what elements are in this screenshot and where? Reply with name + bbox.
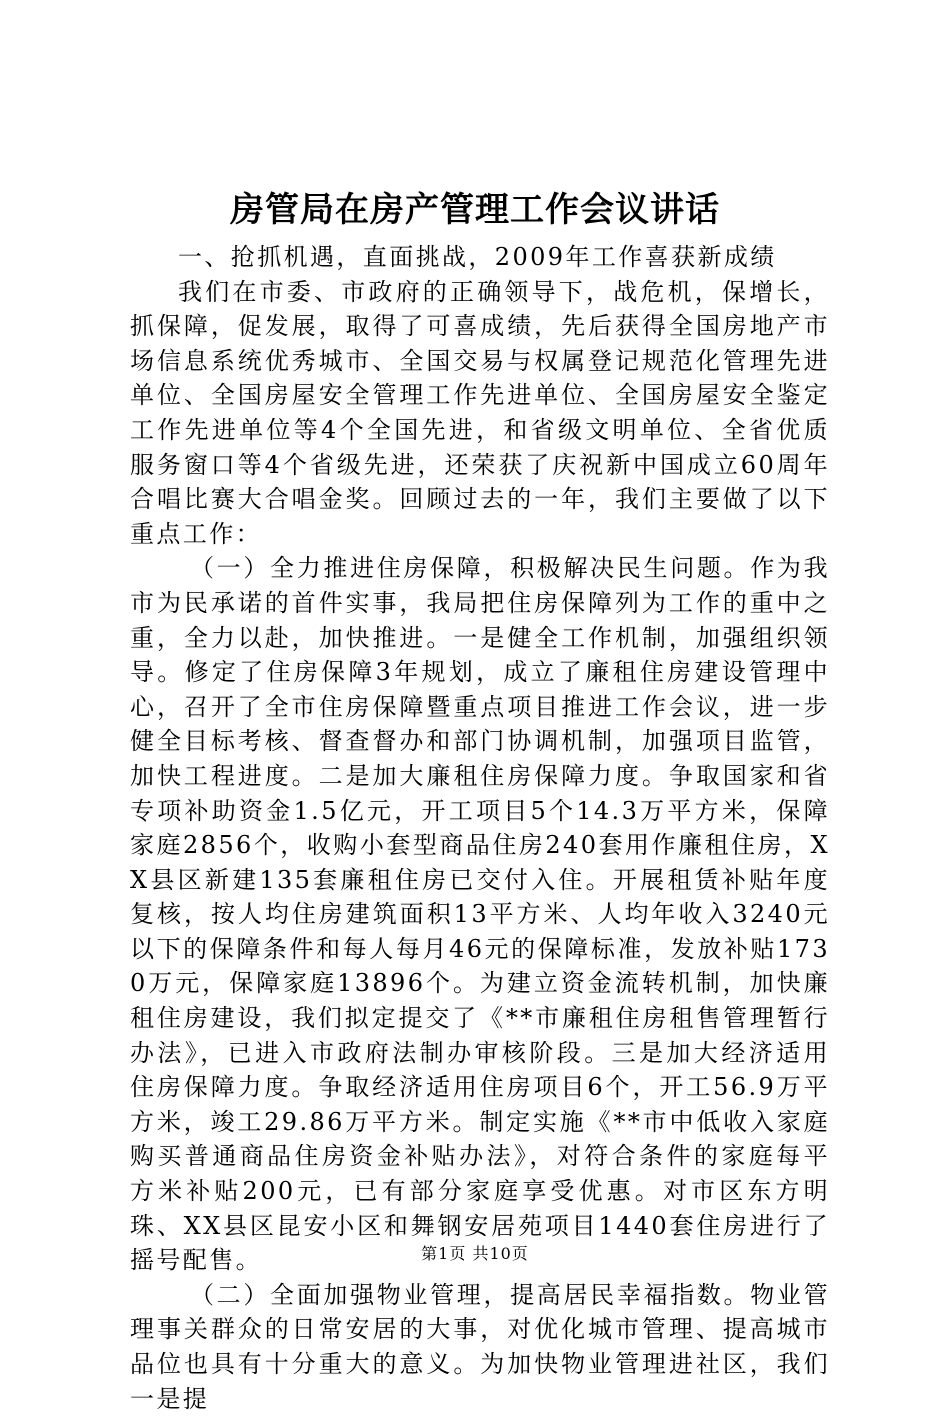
body-paragraph: 我们在市委、市政府的正确领导下，战危机，保增长，抓保障，促发展，取得了可喜成绩，先后获得全国房地产市场信息系统优秀城市、全国交易与权属登记规范化管理先进单位、全国房屋安全管理工作先进单位、全国房屋安全鉴定工作先进单位等4个全国先进，和省级文明单位、全省优质服务窗口等4个省级先进，还荣获了庆祝新中国成立60周年合唱比赛大合唱金奖。回顾过去的一年，我们主要做了以下重点工作：	[130, 277, 830, 548]
document-title: 房管局在房产管理工作会议讲话	[230, 190, 720, 230]
section-heading: 一、抢抓机遇，直面挑战，2009年工作喜获新成绩	[178, 243, 777, 271]
body-paragraph: （一）全力推进住房保障，积极解决民生问题。作为我市为民承诺的首件实事，我局把住房保障列为工作的重中之重，全力以赴，加快推进。一是健全工作机制，加强组织领导。修定了住房保障3年规划，成立了廉租住房建设管理中心，召开了全市住房保障暨重点项目推进工作会议，进一步健全目标考核、督查督办和部门协调机制，加强项目监管，加快工程进度。二是加大廉租住房保障力度。争取国家和省专项补助资金1.5亿元，开工项目5个14.3万平方米，保障家庭2856个，收购小套型商品住房240套用作廉租住房，XX县区新建135套廉租住房已交付入住。开展租赁补贴年度复核，按人均住房建筑面积13平方米、人均年收入3240元以下的保障条件和每人每月46元的保障标准，发放补贴1730万元，保障家庭13896个。为建立资金流转机制，加快廉租住房建设，我们拟定提交了《**市廉租住房租售管理暂行办法》，已进入市政府法制办审核阶段。三是加大经济适用住房保障力度。争取经济适用住房项目6个，开工56.9万平方米，竣工29.86万平方米。制定实施《**市中低收入家庭购买普通商品住房资金补贴办法》，对符合条件的家庭每平方米补贴200元，已有部分家庭享受优惠。对市区东方明珠、XX县区昆安小区和舞钢安居苑项目1440套住房进行了摇号配售。	[130, 554, 830, 1275]
body-paragraph: （二）全面加强物业管理，提高居民幸福指数。物业管理事关群众的日常安居的大事，对优化城市管理、提高城市品位也具有十分重大的意义。为加快物业管理进社区，我们一是提	[130, 1280, 830, 1413]
page-number-footer: 第1页 共10页	[421, 1244, 529, 1263]
document-body	[130, 240, 830, 1416]
